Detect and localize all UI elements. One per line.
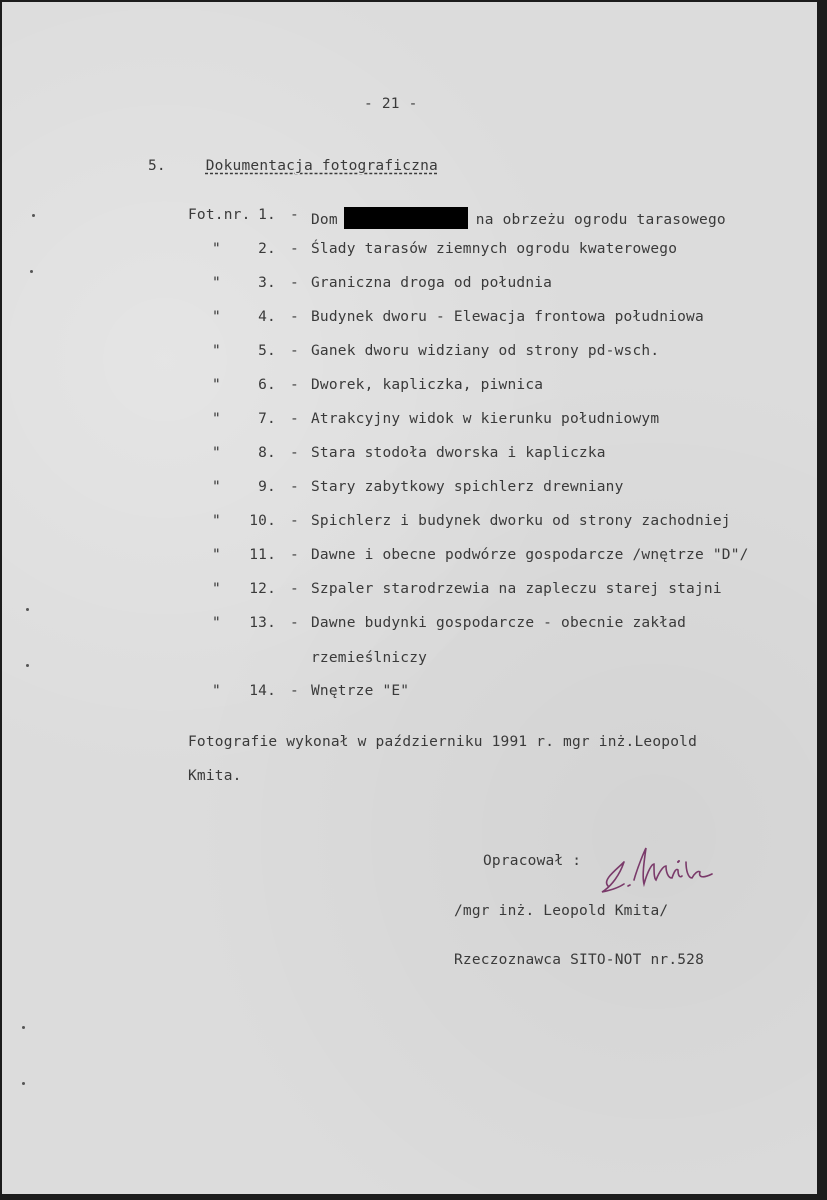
photo-prefix: Fot.nr. [188, 207, 251, 223]
entry-dash: - [290, 513, 299, 529]
photo-number: 1. [258, 207, 276, 223]
ditto-mark: " [212, 683, 221, 699]
ditto-mark: " [212, 445, 221, 461]
photo-number: 9. [258, 479, 276, 495]
section-number: 5. [148, 158, 166, 174]
photo-number: 12. [249, 581, 276, 597]
photo-entry [188, 513, 808, 535]
photo-entry [188, 241, 808, 263]
entry-dash: - [290, 683, 299, 699]
photo-entry [188, 581, 808, 603]
photo-entry [188, 445, 808, 467]
entry-dash: - [290, 207, 299, 223]
ditto-mark: " [212, 411, 221, 427]
photographer-note-cont: Kmita. [188, 768, 242, 784]
photo-description: Wnętrze "E" [311, 683, 410, 699]
ditto-mark: " [212, 377, 221, 393]
document-page [2, 2, 817, 1194]
ditto-mark: " [212, 343, 221, 359]
section-heading [148, 158, 438, 174]
prepared-by-label: Opracował : [483, 853, 582, 869]
scan-speck [22, 1082, 25, 1085]
photo-description-continuation: rzemieślniczy [311, 650, 428, 666]
photo-number: 14. [249, 683, 276, 699]
photo-entry [188, 309, 808, 331]
entry-dash: - [290, 581, 299, 597]
photo-entry [188, 411, 808, 433]
scan-speck [32, 214, 35, 217]
entry-dash: - [290, 309, 299, 325]
photo-number: 6. [258, 377, 276, 393]
scan-speck [26, 608, 29, 611]
photo-number: 4. [258, 309, 276, 325]
photo-number: 8. [258, 445, 276, 461]
photo-number: 10. [249, 513, 276, 529]
redaction-box [344, 207, 468, 229]
page-number: - 21 - [364, 96, 418, 112]
ditto-mark: " [212, 513, 221, 529]
ditto-mark: " [212, 241, 221, 257]
ditto-mark: " [212, 547, 221, 563]
photo-description: Graniczna droga od południa [311, 275, 553, 291]
photo-entry [188, 683, 808, 705]
ditto-mark: " [212, 581, 221, 597]
photo-description: Stara stodoła dworska i kapliczka [311, 445, 606, 461]
photo-description: Dawne budynki gospodarcze - obecnie zakład [311, 615, 687, 631]
photo-entry [188, 207, 808, 229]
photo-description: Stary zabytkowy spichlerz drewniany [311, 479, 624, 495]
photo-number: 2. [258, 241, 276, 257]
photo-number: 5. [258, 343, 276, 359]
photo-description: Budynek dworu - Elewacja frontowa południowa [311, 309, 704, 325]
signature [594, 840, 724, 898]
photo-number: 7. [258, 411, 276, 427]
photo-entry [188, 377, 808, 399]
photo-entry [188, 547, 808, 569]
entry-dash: - [290, 377, 299, 393]
entry-dash: - [290, 241, 299, 257]
photo-number: 13. [249, 615, 276, 631]
entry-dash: - [290, 479, 299, 495]
entry-dash: - [290, 343, 299, 359]
scan-speck [22, 1026, 25, 1029]
entry-dash: - [290, 445, 299, 461]
photographer-note: Fotografie wykonał w październiku 1991 r. mgr inż.Leopold [188, 734, 697, 750]
photo-entry [188, 615, 808, 637]
entry-dash: - [290, 275, 299, 291]
author-name: /mgr inż. Leopold Kmita/ [454, 903, 669, 919]
photo-description: Dworek, kapliczka, piwnica [311, 377, 544, 393]
scan-speck [26, 664, 29, 667]
photo-number: 11. [249, 547, 276, 563]
entry-dash: - [290, 411, 299, 427]
entry-dash: - [290, 547, 299, 563]
author-title: Rzeczoznawca SITO-NOT nr.528 [454, 952, 705, 968]
ditto-mark: " [212, 615, 221, 631]
photo-entry [188, 343, 808, 365]
photo-description: Atrakcyjny widok w kierunku południowym [311, 411, 660, 427]
photo-description: Dawne i obecne podwórze gospodarcze /wnętrze "D"/ [311, 547, 749, 563]
ditto-mark: " [212, 275, 221, 291]
ditto-mark: " [212, 309, 221, 325]
photo-description: Spichlerz i budynek dworku od strony zachodniej [311, 513, 731, 529]
entry-dash: - [290, 615, 299, 631]
photo-description: Szpaler starodrzewia na zapleczu starej stajni [311, 581, 722, 597]
photo-description: Ganek dworu widziany od strony pd-wsch. [311, 343, 660, 359]
ditto-mark: " [212, 479, 221, 495]
photo-description: Dom na obrzeżu ogrodu tarasowego [311, 207, 726, 229]
photo-entry [188, 479, 808, 501]
photo-entry [188, 275, 808, 297]
photo-description: Ślady tarasów ziemnych ogrodu kwaterowego [311, 241, 678, 257]
section-title: Dokumentacja fotograficzna [205, 158, 438, 174]
photo-number: 3. [258, 275, 276, 291]
scan-speck [30, 270, 33, 273]
